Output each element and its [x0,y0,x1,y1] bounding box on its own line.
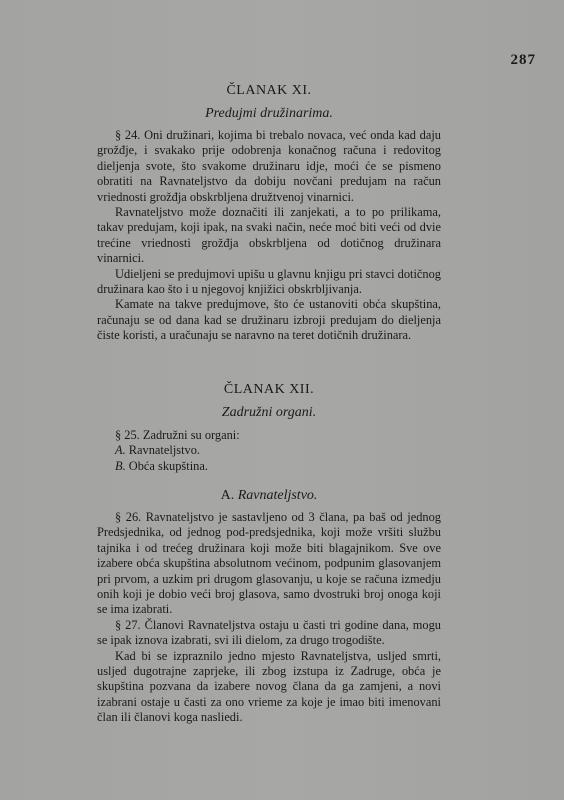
section-a-heading [97,488,441,504]
article-12-subheading: Zadružni organi. [221,405,317,420]
paragraph-26: § 26. Ravnateljstvo je sastavljeno od 3 člana, pa baš od jednog Predsjednika, od jednog pod-predsjednika, koji može vršiti službu tajnika i od trećeg družinara koji može biti blagajnikom. Sve ove izabere obća skupština absolutnom većinom, podpunim glasovanjem pri prvom, a uzkim pri drugom glasovanju, u koje se računa izmedju onih koji je dobio veći broj glasova, samo dvostruki broj onoga koji se ima izabrati. [97,510,441,617]
section-a-title: Ravnateljstvo. [237,488,318,503]
paragraph-25: § 25. Zadružni su organi: [115,428,240,442]
paragraph-27-cont: Kad bi se izpraznilo jedno mjesto Ravnateljstva, usljed smrti, usljed dugotrajne zaprjeke, ili zbog izstupa iz Zadruge, obća je skupština pozvana da izabere novog člana da ga zamjeni, a novi izabrani ostaje u časti za ono vrieme za koje je imao biti imenovani član ili članovi koga nasliedi. [97,648,441,725]
paragraph-24-cont-1: Ravnateljstvo može doznačiti ili zanjekati, a to po prilikama, takav predujam, koji ipak, na svaki način, neće moć biti veći od dvie trećine vriednosti grožđja obskrbljena od dotičnog družinara vinarnici. [97,205,441,266]
section-a-letter: A. [220,488,235,503]
paragraph-24-cont-3: Kamate na takve predujmove, što će ustanoviti obća skupština, računaju se od dana kad se družinaru izbroji predujam do dieljenja čiste koristi, a uračunaju se naravno na teret dotičnih družinara. [97,297,441,343]
article-11-subheading: Predujmi družinarima. [205,106,333,121]
article-11-heading: ČLANAK XI. [226,83,312,98]
organ-item-a [97,443,441,458]
article-12-heading: ČLANAK XII. [223,382,315,397]
organ-letter-b: B. [115,458,126,473]
paragraph-27: § 27. Članovi Ravnateljstva ostaju u časti tri godine dana, mogu se ipak iznova izabrati, svi ili dielom, za drugo trogodište. [97,617,441,648]
organ-letter-a: A. [115,443,126,458]
paragraph-24-cont-2: Udieljeni se predujmovi upišu u glavnu knjigu pri stavci dotičnog družinara kao što i u njegovoj knjižici obskrbljivanja. [97,266,441,297]
paragraph-24: § 24. Oni družinari, kojima bi trebalo novaca, već onda kad daju grožđje, i svakako prije odobrenja konačnog računa i redovitog dieljenja svote, što svakome družinaru idje, moći će se pismeno obratiti na Ravnateljstvo da dobiju novčani predujam na račun vriednosti grožđja obskrbljena družtvenoj vinarnici. [97,128,441,204]
organ-text-b: Obća skupština. [128,458,208,473]
page-number: 287 [510,52,536,68]
organ-text-a: Ravnateljstvo. [128,443,201,458]
organ-item-b [97,459,441,474]
